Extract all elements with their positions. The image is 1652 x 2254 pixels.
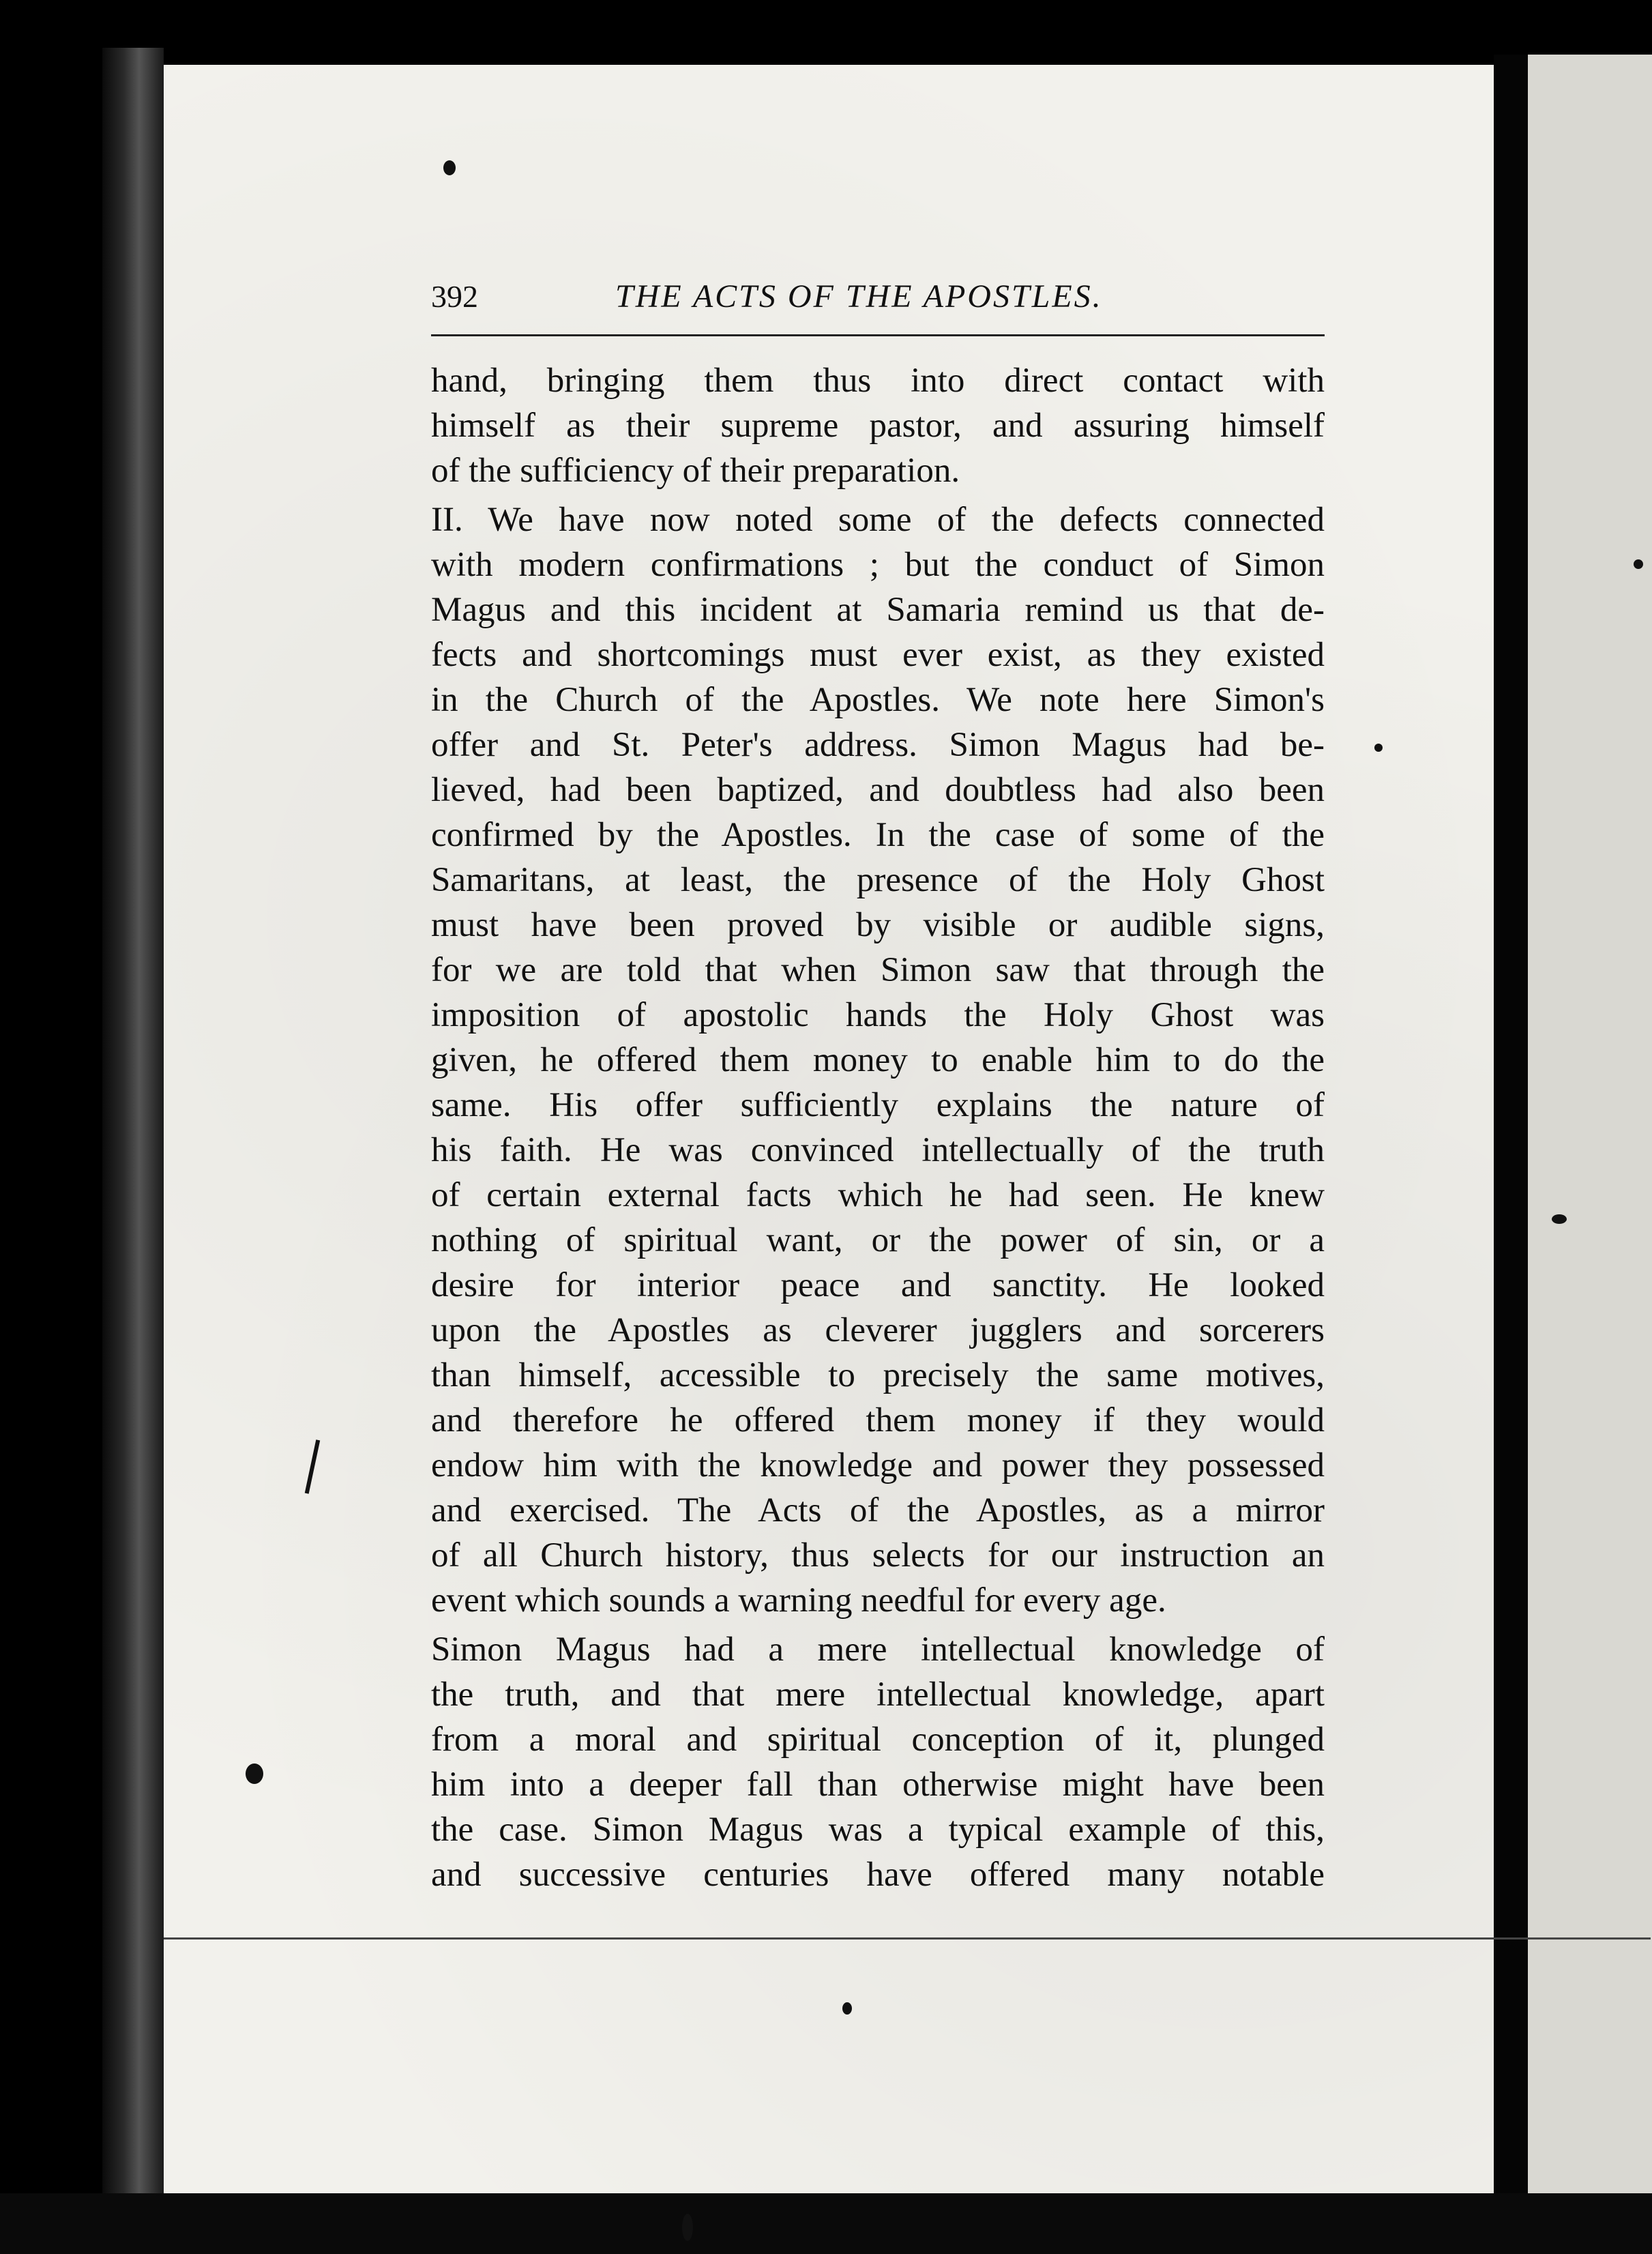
text-line: for we are told that when Simon saw that through the — [431, 951, 1325, 989]
text-line: same. His offer sufficiently explains the nature of — [431, 1086, 1325, 1124]
text-line: offer and St. Peter's address. Simon Magus had be- — [431, 726, 1325, 764]
text-line: the truth, and that mere intellectual knowledge, apart — [431, 1675, 1325, 1714]
text-line: nothing of spiritual want, or the power of sin, or a — [431, 1221, 1325, 1259]
text-line: of all Church history, thus selects for our instruction an — [431, 1536, 1325, 1575]
text-line: fects and shortcomings must ever exist, as they existed — [431, 636, 1325, 674]
paragraph-2 — [431, 497, 1325, 1623]
text-line: than himself, accessible to precisely the same motives, — [431, 1356, 1325, 1394]
text-line: his faith. He was convinced intellectually of the truth — [431, 1131, 1325, 1169]
text-line: event which sounds a warning needful for every age. — [431, 1581, 1166, 1620]
text-line: of the sufficiency of their preparation. — [431, 452, 960, 490]
scan-speck — [842, 2002, 852, 2015]
text-line: and therefore he offered them money if they would — [431, 1401, 1325, 1439]
header-rule — [431, 334, 1325, 336]
text-line: and successive centuries have offered many notable — [431, 1856, 1325, 1894]
page-number: 392 — [431, 279, 478, 314]
text-line: II. We have now noted some of the defects connected — [431, 501, 1325, 539]
text-line: himself as their supreme pastor, and assuring himself — [431, 407, 1325, 445]
text-line: Samaritans, at least, the presence of the Holy Ghost — [431, 861, 1325, 899]
scan-speck — [1374, 744, 1383, 752]
running-head — [431, 273, 1318, 321]
text-line: of certain external facts which he had seen. He knew — [431, 1176, 1325, 1214]
text-line: given, he offered them money to enable him to do the — [431, 1041, 1325, 1079]
paragraph-3 — [431, 1627, 1325, 1897]
scan-speck — [1552, 1214, 1567, 1224]
scan-speck — [246, 1763, 263, 1784]
text-line: Magus and this incident at Samaria remind us that de- — [431, 591, 1325, 629]
page-gutter-shadow — [102, 48, 164, 2197]
text-line: and exercised. The Acts of the Apostles, as a mirror — [431, 1491, 1325, 1530]
text-line: with modern confirmations ; but the conduct of Simon — [431, 546, 1325, 584]
text-line: from a moral and spiritual conception of it, plunged — [431, 1721, 1325, 1759]
text-line: endow him with the knowledge and power they possessed — [431, 1446, 1325, 1484]
running-title: THE ACTS OF THE APOSTLES. — [615, 278, 1103, 314]
page-edge-shadow — [1494, 55, 1528, 2204]
text-line: upon the Apostles as cleverer jugglers and sorcerers — [431, 1311, 1325, 1349]
scan-speck — [682, 2214, 693, 2241]
text-line: the case. Simon Magus was a typical example of this, — [431, 1811, 1325, 1849]
adjacent-page-edge — [1528, 55, 1652, 2204]
text-line: him into a deeper fall than otherwise might have been — [431, 1766, 1325, 1804]
text-line: Simon Magus had a mere intellectual knowledge of — [431, 1630, 1325, 1669]
scan-speck — [443, 160, 456, 175]
text-line: must have been proved by visible or audible signs, — [431, 906, 1325, 944]
paragraph-1 — [431, 358, 1325, 493]
scan-bottom-margin — [0, 2193, 1652, 2254]
scan-line — [164, 1937, 1651, 1940]
body-text — [431, 358, 1325, 1897]
text-line: confirmed by the Apostles. In the case of some of the — [431, 816, 1325, 854]
text-line: lieved, had been baptized, and doubtless had also been — [431, 771, 1325, 809]
text-line: hand, bringing them thus into direct contact with — [431, 362, 1325, 400]
scan-speck — [1634, 559, 1643, 569]
text-line: desire for interior peace and sanctity. He looked — [431, 1266, 1325, 1304]
text-line: imposition of apostolic hands the Holy Ghost was — [431, 996, 1325, 1034]
text-line: in the Church of the Apostles. We note here Simon's — [431, 681, 1325, 719]
